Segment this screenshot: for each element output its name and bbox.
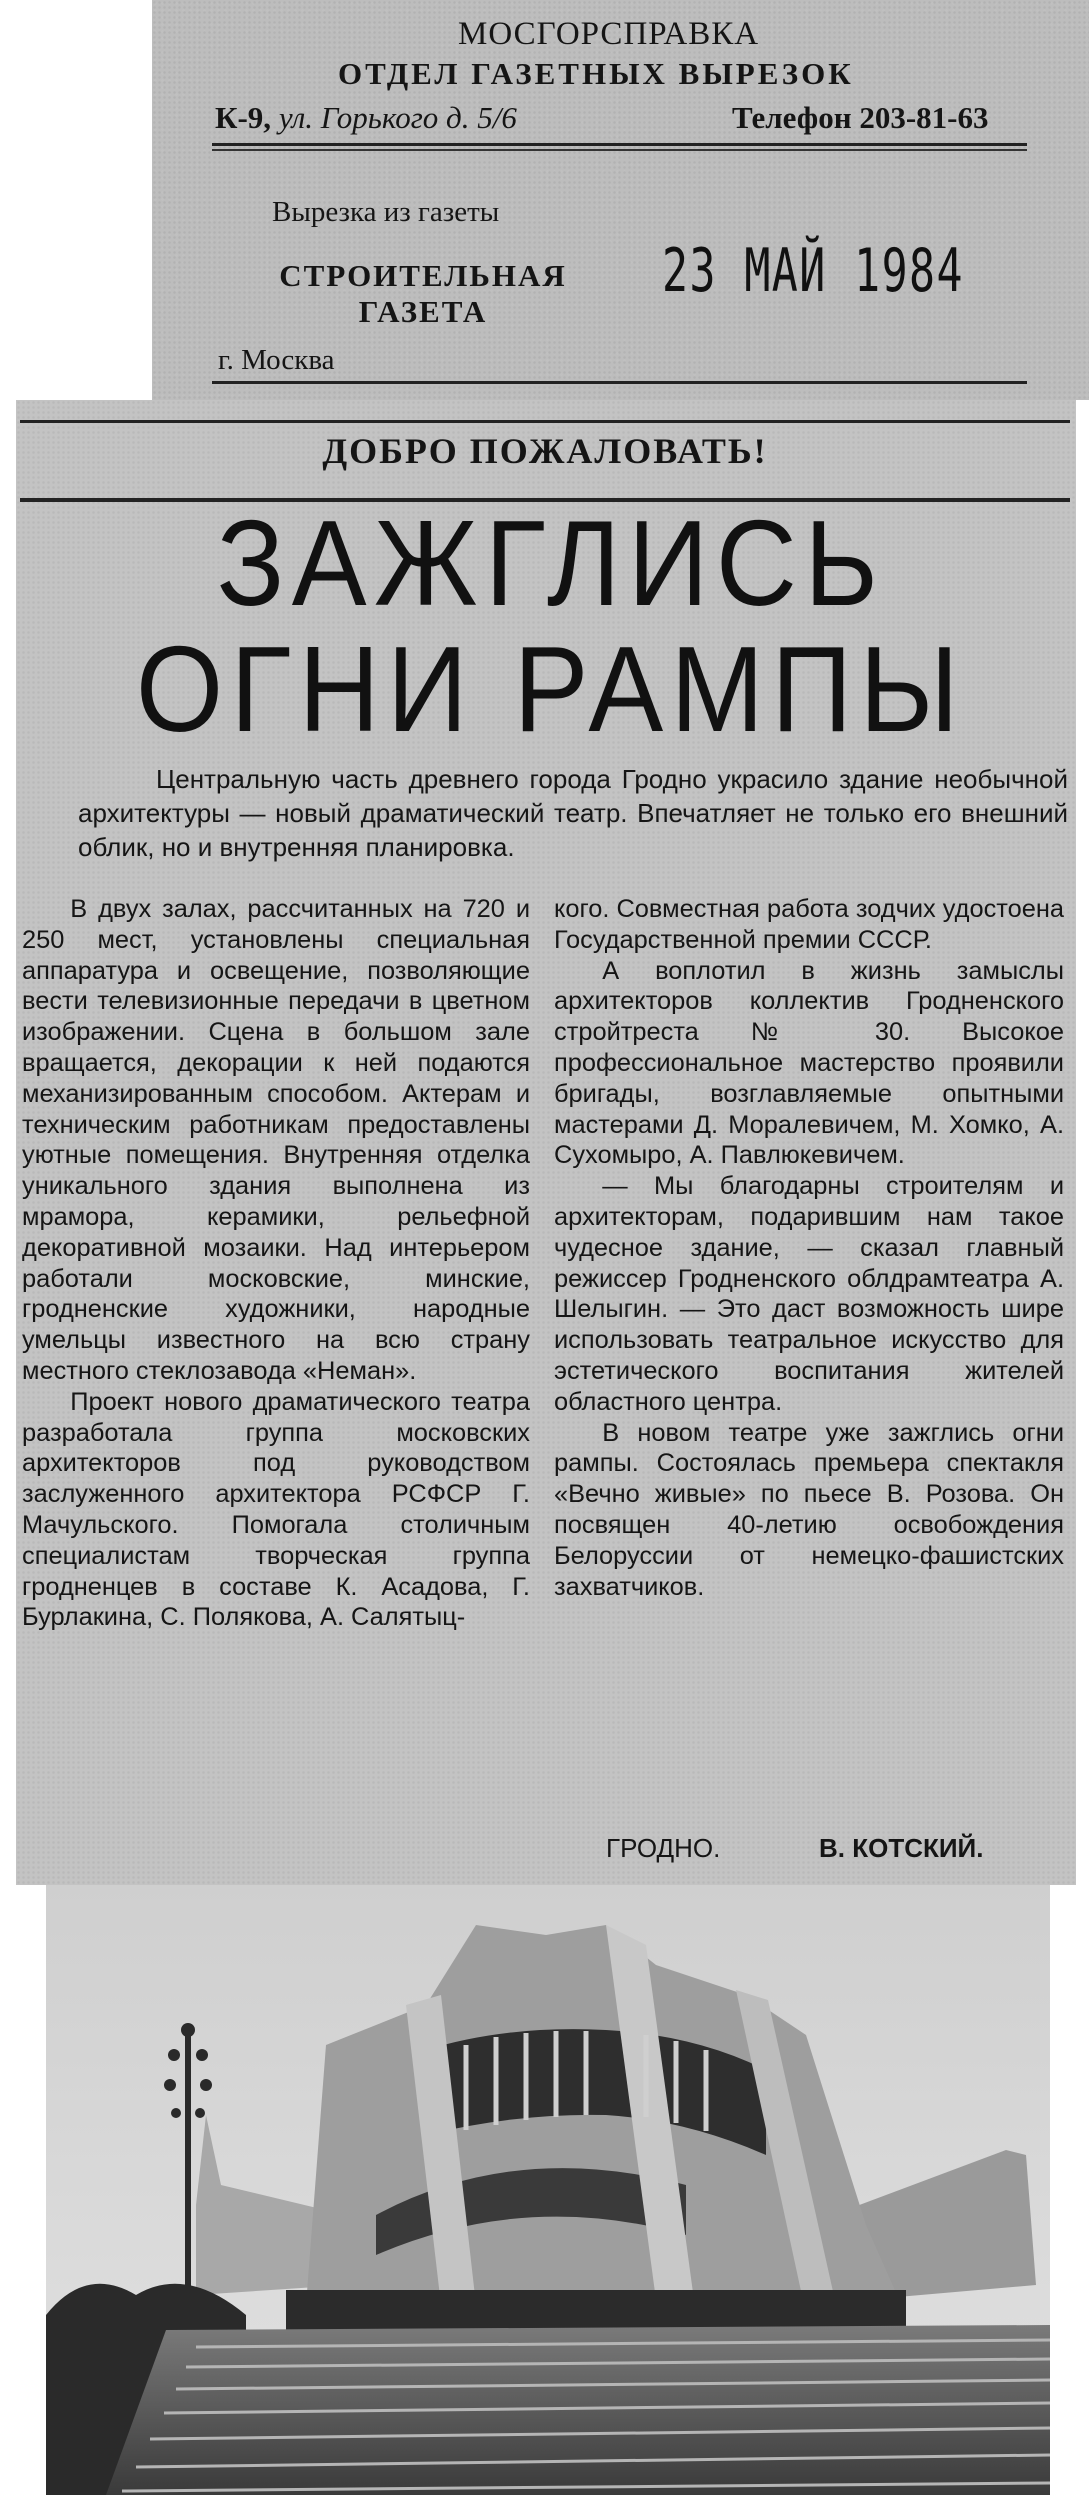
newspaper-name-line2: ГАЗЕТА (358, 294, 488, 329)
author: В. КОТСКИЙ. (819, 1833, 984, 1863)
headline-line2: ОГНИ РАМПЫ (135, 621, 967, 757)
paragraph: кого. Совместная работа зодчих удостоена Государственной премии СССР. (554, 895, 1064, 954)
phone: Телефон 203-81-63 (732, 100, 989, 135)
theatre-photo (46, 1885, 1050, 2495)
postal-code: К-9, (215, 100, 272, 135)
headline (77, 495, 1025, 757)
rubric: ДОБРО ПОЖАЛОВАТЬ! (322, 431, 768, 471)
lead-paragraph: Центральную часть древнего города Гродно украсило здание необычной архитектуры — новый драматический театр. Впечатляет не только его внешний облик, но и внутренняя планировка. (78, 764, 1068, 862)
headline-line1: ЗАЖГЛИСЬ (216, 495, 886, 631)
department-name: ОТДЕЛ ГАЗЕТНЫХ ВЫРЕЗОК (338, 56, 854, 91)
ground-floor (286, 2290, 906, 2330)
rubric-rule-top (20, 420, 1070, 423)
header-rule (212, 143, 1027, 146)
paragraph: Проект нового драматического театра разработала группа московских архитекторов под руководством заслуженного архитектора РСФСР Г. Мачульского. Помогала столичным специалистам творческая группа гродненцев в составе К. Асадова, Г. Бурлакина, С. Полякова, А. Салятыц- (22, 1387, 530, 1632)
city: г. Москва (218, 344, 335, 376)
article (16, 400, 1076, 1885)
paragraph: В двух залах, рассчитанных на 720 и 250 мест, установлены специальная аппаратура и освещение, позволяющие вести телевизионные передачи в цветном изображении. Сцена в большом зале вращается, декорации к ней подаются механизированным способом. Актерам и техническим работникам предоставлены уютные помещения. Внутренняя отделка уникального здания выполнена из мрамора, керамики, рельефной декоративной мозаики. Над интерьером работали московские, минские, гродненские художники, народные умельцы известного на всю страну местного стеклозавода «Неман». (22, 895, 530, 1385)
paragraph: В новом театре уже зажглись огни рампы. Состоялась премьера спектакля «Вечно живые» по пьесе В. Розова. Он посвящен 40-летию освобождения Белоруссии от немецко-фашистских захватчиков. (554, 1418, 1064, 1601)
rubric-box (20, 420, 1070, 476)
date-stamp: 23 МАЙ 1984 (662, 236, 964, 306)
theatre-building-image (46, 1885, 1050, 2495)
dateline: ГРОДНО. (606, 1833, 721, 1863)
street: ул. Горького д. 5/6 (278, 100, 517, 135)
page-margin (0, 0, 152, 400)
newspaper-name-line1: СТРОИТЕЛЬНАЯ (279, 258, 567, 293)
address (215, 100, 517, 136)
header-rule-bottom (212, 381, 1027, 384)
newspaper-name (278, 258, 568, 330)
paragraph: — Мы благодарны строителям и архитекторам, подарившим нам такое чудесное здание, — сказал главный режиссер Гродненского облдрамтеатра А. Шелыгин. — Это даст возможность шире использовать театральное искусство для эстетического воспитания жителей областного центра. (554, 1172, 1064, 1416)
org-name: МОСГОРСПРАВКА (458, 16, 760, 52)
paragraph: А воплотил в жизнь замыслы архитекторов коллектив Гродненского стройтреста № 30. Высокое профессиональное мастерство проявили бригады, возглавляемые опытными мастерами Д. Моралевичем, М. Хомко, А. Сухомыро, А. Павлюкевичем. (554, 956, 1064, 1170)
stairs (106, 2325, 1050, 2495)
column-2 (554, 894, 1064, 1602)
column-1 (22, 894, 530, 1633)
header-rule-thin (212, 149, 1027, 151)
signoff (606, 1833, 984, 1864)
clipping-label: Вырезка из газеты (272, 196, 500, 228)
